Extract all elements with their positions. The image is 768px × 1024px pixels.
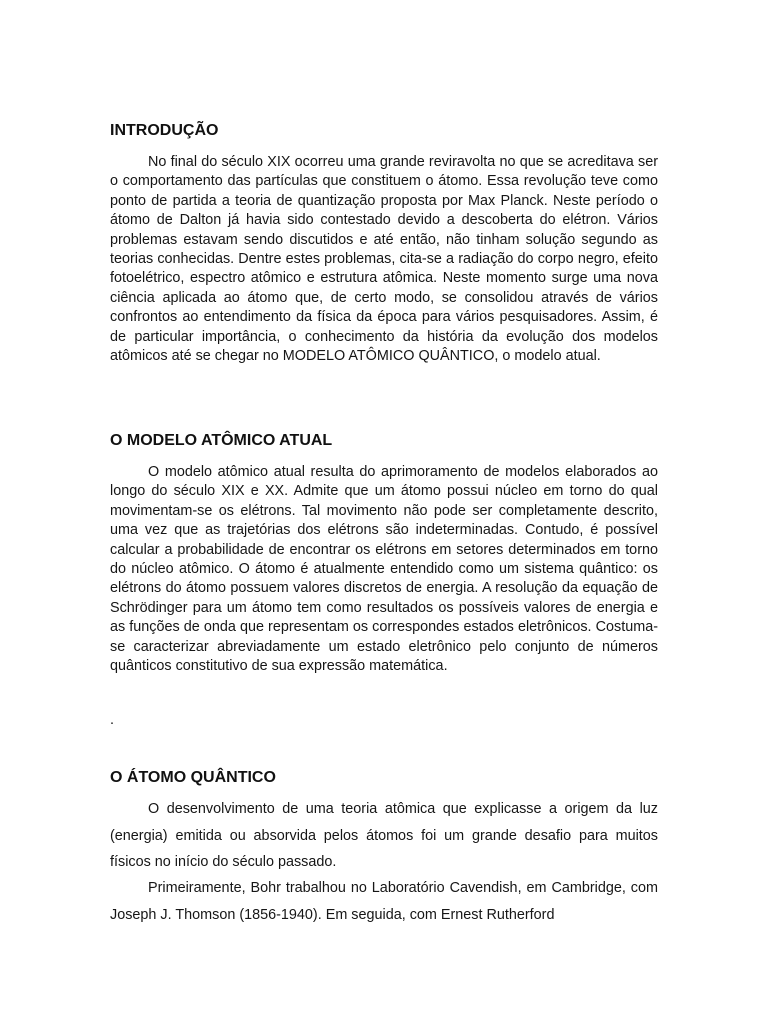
stray-period: . [110, 712, 114, 728]
paragraph-atomo-quantico-1: O desenvolvimento de uma teoria atômica que explicasse a origem da luz (energia) emitida ou absorvida pelos átomos foi um grande desafio para muitos físicos no início do século passado. [110, 801, 658, 870]
paragraph-modelo-atomico-atual: O modelo atômico atual resulta do aprimoramento de modelos elaborados ao longo do século XIX e XX. Admite que um átomo possui núcleo em torno do qual movimentam-se os elétrons. Tal movimento não pode ser completamente descrito, uma vez que as trajetórias dos elétrons são indeterminadas. Contudo, é possível calcular a probabilidade de encontrar os elétrons em setores determinados em torno do núcleo atômico. O átomo é atualmente entendido como um sistema quântico: os elétrons do átomo possuem valores discretos de energia. A resolução da equação de Schrödinger para um átomo tem como resultados os possíveis valores de energia e as funções de onda que representam os correspondes estados eletrônicos. Costuma-se caracterizar abreviadamente um estado eletrônico pelo conjunto de números quânticos constitutivo de sua expressão matemática. [110, 464, 658, 675]
paragraph-introducao: No final do século XIX ocorreu uma grande reviravolta no que se acreditava ser o comportamento das partículas que constituem o átomo. Essa revolução teve como ponto de partida a teoria de quantização proposta por Max Planck. Neste período o átomo de Dalton já havia sido contestado devido a descoberta do elétron. Vários problemas estavam sendo discutidos e até então, não tinham solução segundo as teorias conhecidas. Dentre estes problemas, cita-se a radiação do corpo negro, efeito fotoelétrico, espectro atômico e estrutura atômica. Neste momento surge uma nova ciência aplicada ao átomo que, de certo modo, se consolidou através de vários confrontos ao entendimento da física da época para vários pesquisadores. Assim, é de particular importância, o conhecimento da história da evolução dos modelos atômicos até se chegar no MODELO ATÔMICO QUÂNTICO, o modelo atual. [110, 154, 658, 365]
section-heading-atomo-quantico: O ÁTOMO QUÂNTICO [110, 769, 276, 786]
section-heading-modelo-atomico-atual: O MODELO ATÔMICO ATUAL [110, 432, 333, 449]
paragraph-atomo-quantico-2: Primeiramente, Bohr trabalhou no Laboratório Cavendish, em Cambridge, com Joseph J. Thomson (1856-1940). Em seguida, com Ernest Rutherford [110, 880, 658, 923]
section-heading-introducao: INTRODUÇÃO [110, 122, 219, 139]
